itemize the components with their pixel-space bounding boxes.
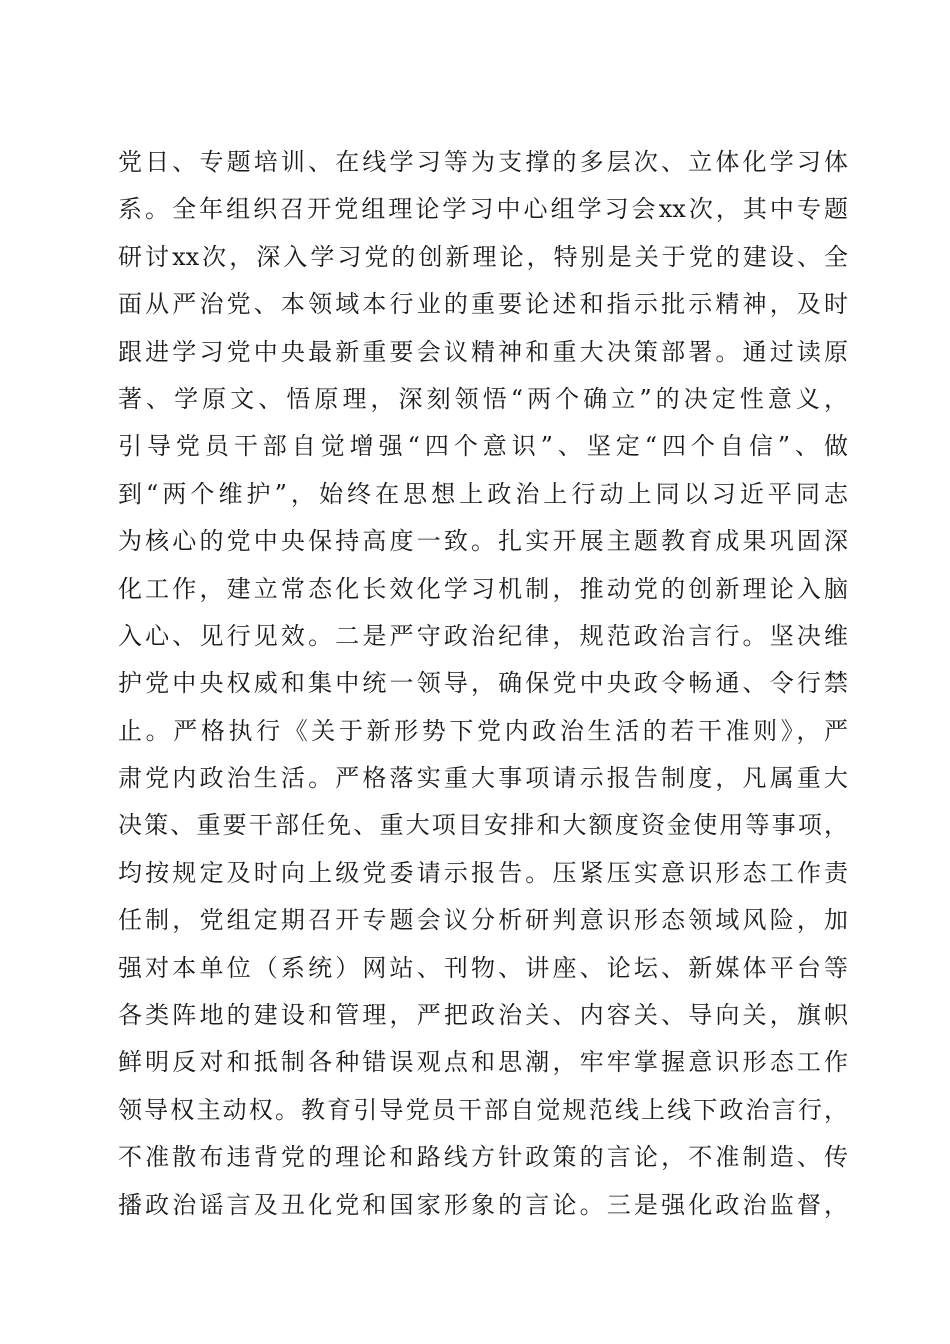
text-line: 入心、见行见效。二是严守政治纪律，规范政治言行。坚决维 [118, 621, 848, 650]
text-line: 鲜明反对和抵制各种错误观点和思潮，牢牢掌握意识形态工作 [118, 1048, 848, 1077]
text-line: 引导党员干部自觉增强“四个意识”、坚定“四个自信”、做 [118, 432, 848, 461]
text-line: 系。全年组织召开党组理论学习中心组学习会xx次，其中专题 [118, 195, 848, 224]
text-line: 领导权主动权。教育引导党员干部自觉规范线上线下政治言行， [118, 1095, 848, 1124]
text-line: 到“两个维护”，始终在思想上政治上行动上同以习近平同志 [118, 479, 848, 508]
text-line: 均按规定及时向上级党委请示报告。压紧压实意识形态工作责 [118, 858, 848, 887]
text-line: 播政治谣言及丑化党和国家形象的言论。三是强化政治监督， [118, 1190, 848, 1219]
text-line: 研讨xx次，深入学习党的创新理论，特别是关于党的建设、全 [118, 242, 848, 271]
body-paragraph [118, 139, 848, 1229]
text-line: 止。严格执行《关于新形势下党内政治生活的若干准则》，严 [118, 716, 848, 745]
text-line: 任制，党组定期召开专题会议分析研判意识形态领域风险，加 [118, 906, 848, 935]
text-line: 肃党内政治生活。严格落实重大事项请示报告制度，凡属重大 [118, 764, 848, 793]
text-line: 著、学原文、悟原理，深刻领悟“两个确立”的决定性意义， [118, 384, 848, 413]
text-line: 党日、专题培训、在线学习等为支撑的多层次、立体化学习体 [118, 148, 848, 176]
text-line: 强对本单位（系统）网站、刊物、讲座、论坛、新媒体平台等 [118, 953, 848, 982]
text-line: 决策、重要干部任免、重大项目安排和大额度资金使用等事项， [118, 811, 848, 840]
text-line: 各类阵地的建设和管理，严把政治关、内容关、导向关，旗帜 [118, 1001, 848, 1030]
text-line: 跟进学习党中央最新重要会议精神和重大决策部署。通过读原 [118, 337, 848, 366]
text-line: 化工作，建立常态化长效化学习机制，推动党的创新理论入脑 [118, 574, 848, 603]
text-line: 面从严治党、本领域本行业的重要论述和指示批示精神，及时 [118, 290, 848, 319]
text-line: 不准散布违背党的理论和路线方针政策的言论，不准制造、传 [118, 1143, 848, 1172]
text-line: 为核心的党中央保持高度一致。扎实开展主题教育成果巩固深 [118, 527, 848, 556]
text-line: 护党中央权威和集中统一领导，确保党中央政令畅通、令行禁 [118, 669, 848, 698]
